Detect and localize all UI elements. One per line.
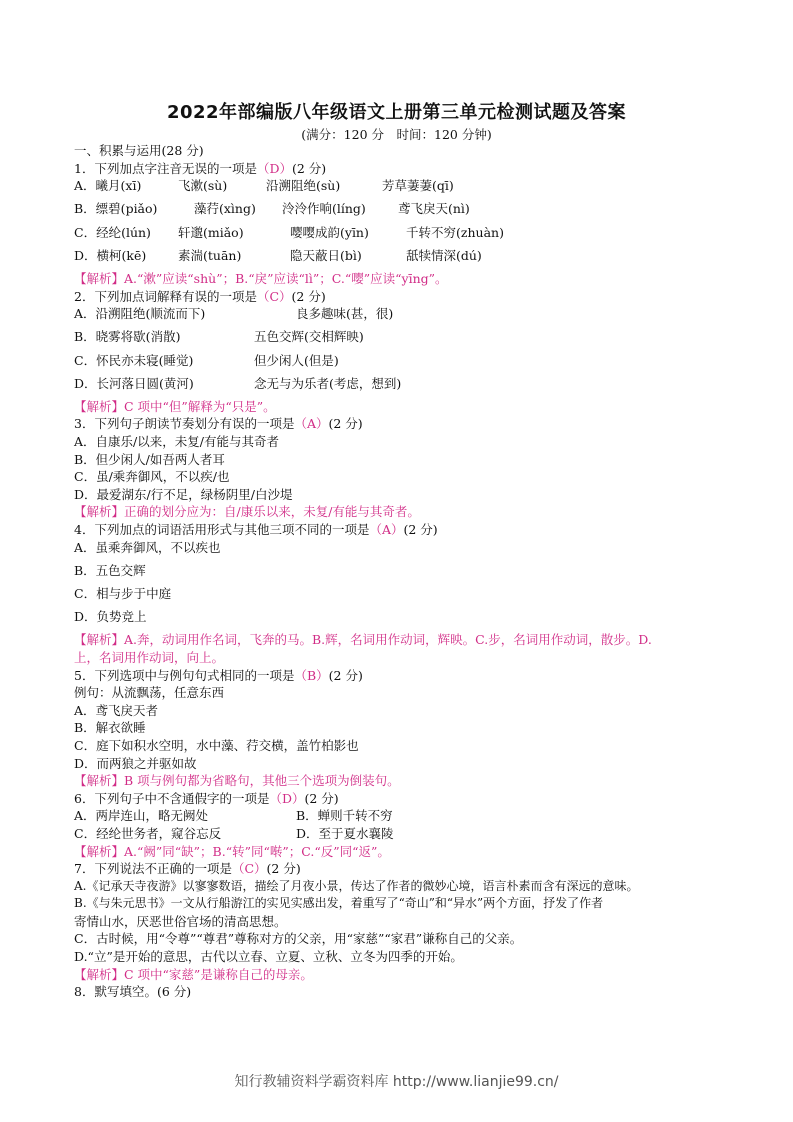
- question-4-option-a: A．虽乘奔御风，不以疾也: [74, 539, 221, 555]
- question-5-example: 例句：从流飘荡，任意东西: [74, 685, 225, 701]
- question-3-option-b: B．但少闲人/如吾两人者耳: [74, 451, 225, 467]
- question-2-stem: 2．下列加点词解释有误的一项是（C）(2 分): [74, 288, 326, 304]
- question-2-option-a: A．沿溯阻绝(顺流而下) 良多趣味(甚，很): [74, 306, 394, 322]
- question-4-stem: 4．下列加点的词语活用形式与其他三项不同的一项是（A）(2 分): [74, 522, 438, 538]
- question-7-option-d: D.“立”是开始的意思，古代以立春、立夏、立秋、立冬为四季的开始。: [74, 949, 463, 965]
- question-1-option-d: D．横柯(kē) 素湍(tuān) 隐天蔽日(bì) 舐犊情深(dú): [74, 247, 482, 263]
- question-3-stem: 3．下列句子朗读节奏划分有误的一项是（A）(2 分): [74, 416, 363, 432]
- question-6-analysis: 【解析】A.“阙”同“缺”；B.“转”同“啭”；C.“反”同“返”。: [74, 843, 390, 859]
- question-3-analysis: 【解析】正确的划分应为：自/康乐以来，未复/有能与其奇者。: [74, 504, 420, 520]
- question-5-option-c: C．庭下如积水空明，水中藻、荇交横，盖竹柏影也: [74, 737, 359, 753]
- question-5-option-a: A．鸢飞戾天者: [74, 702, 159, 718]
- question-7-option-c: C．古时候，用“令尊”“尊君”尊称对方的父亲，用“家慈”“家君”谦称自己的父亲。: [74, 931, 523, 947]
- question-4-analysis: 【解析】A.奔，动词用作名词，飞奔的马。B.辉，名词用作动词，辉映。C.步，名词用作动词，散步。D.: [74, 632, 652, 648]
- question-4-option-d: D．负势竞上: [74, 609, 147, 625]
- question-4-option-c: C．相与步于中庭: [74, 586, 172, 601]
- question-7-option-b-cont: 寄情山水，厌恶世俗官场的清高思想。: [74, 913, 287, 929]
- question-1-stem: 1．下列加点字注音无误的一项是（D）(2 分): [74, 160, 327, 176]
- footer-watermark: 知行教辅资料学霸资料库 http://www.lianjie99.cn/: [234, 1074, 559, 1090]
- question-6-stem: 6．下列句子中不含通假字的一项是（D）(2 分): [74, 790, 339, 806]
- question-5-option-b: B．解衣欲睡: [74, 720, 146, 736]
- question-1-option-b: B．缥碧(piǎo) 藻荇(xìng) 泠泠作响(líng) 鸢飞戾天(nì): [74, 201, 470, 217]
- question-1-answer: （D）: [256, 160, 292, 176]
- question-2-option-b: B．晓雾将歇(消散) 五色交辉(交相辉映): [74, 329, 364, 345]
- question-1-option-a: A．曦月(xī) 飞漱(sù) 沿溯阻绝(sù) 芳草萋萋(qī): [74, 178, 454, 194]
- question-5-analysis: 【解析】B 项与例句都为省略句，其他三个选项为倒装句。: [74, 773, 400, 789]
- question-7-option-b: B.《与朱元思书》一文从行船游江的实见实感出发，着重写了“奇山”和“异水”两个方面，抒发了作者: [74, 896, 604, 911]
- question-3-option-d: D．最爱湖东/行不足，绿杨阴里/白沙堤: [74, 486, 293, 502]
- question-4-analysis-cont: 上，名词用作动词，向上。: [74, 649, 225, 665]
- exam-body: [74, 142, 724, 1001]
- question-6-answer: （D）: [269, 790, 305, 806]
- question-8-stem: 8．默写填空。(6 分): [74, 984, 192, 1000]
- question-1-analysis: 【解析】A.“漱”应读“shù”；B.“戾”应读“lì”；C.“嘤”应读“yīng”。: [74, 270, 448, 286]
- question-1-option-c: C．经纶(lún) 轩邈(miǎo) 嘤嘤成韵(yīn) 千转不穷(zhuàn): [74, 224, 504, 240]
- question-7-analysis: 【解析】C 项中“家慈”是谦称自己的母亲。: [74, 966, 313, 982]
- question-7-stem: 7．下列说法不正确的一项是（C）(2 分): [74, 861, 301, 877]
- question-3-answer: （A）: [294, 416, 329, 432]
- question-7-option-a: A.《记承天寺夜游》以寥寥数语，描绘了月夜小景，传达了作者的微妙心境，语言朴素而含有深远的意味。: [74, 878, 639, 893]
- question-4-answer: （A）: [369, 522, 404, 538]
- question-4-option-b: B．五色交辉: [74, 562, 146, 578]
- page-title: 2022年部编版八年级语文上册第三单元检测试题及答案: [166, 102, 627, 123]
- question-3-option-a: A．自康乐/以来，未复/有能与其奇者: [74, 434, 279, 450]
- question-5-stem: 5．下列选项中与例句句式相同的一项是（B）(2 分): [74, 667, 363, 683]
- question-2-option-d: D．长河落日圆(黄河) 念无与为乐者(考虑，想到): [74, 375, 402, 391]
- question-6-row-1: A．两岸连山，略无阙处 B．蝉则千转不穷: [74, 808, 393, 824]
- question-2-analysis: 【解析】C 项中“但”解释为“只是”。: [74, 398, 276, 414]
- question-3-option-c: C．虽/乘奔御风，不以疾/也: [74, 469, 230, 485]
- question-5-answer: （B）: [294, 667, 329, 683]
- question-2-answer: （C）: [256, 288, 292, 304]
- question-6-row-2: C．经纶世务者，窥谷忘反 D．至于夏水襄陵: [74, 825, 394, 841]
- question-5-option-d: D．而两狼之并驱如故: [74, 755, 197, 771]
- question-2-option-c: C．怀民亦未寝(睡觉) 但少闲人(但是): [74, 352, 339, 368]
- section-heading: 一、积累与运用(28 分): [74, 143, 204, 158]
- question-7-answer: （C）: [231, 861, 267, 877]
- page-subtitle: (满分：120 分 时间：120 分钟): [301, 127, 492, 142]
